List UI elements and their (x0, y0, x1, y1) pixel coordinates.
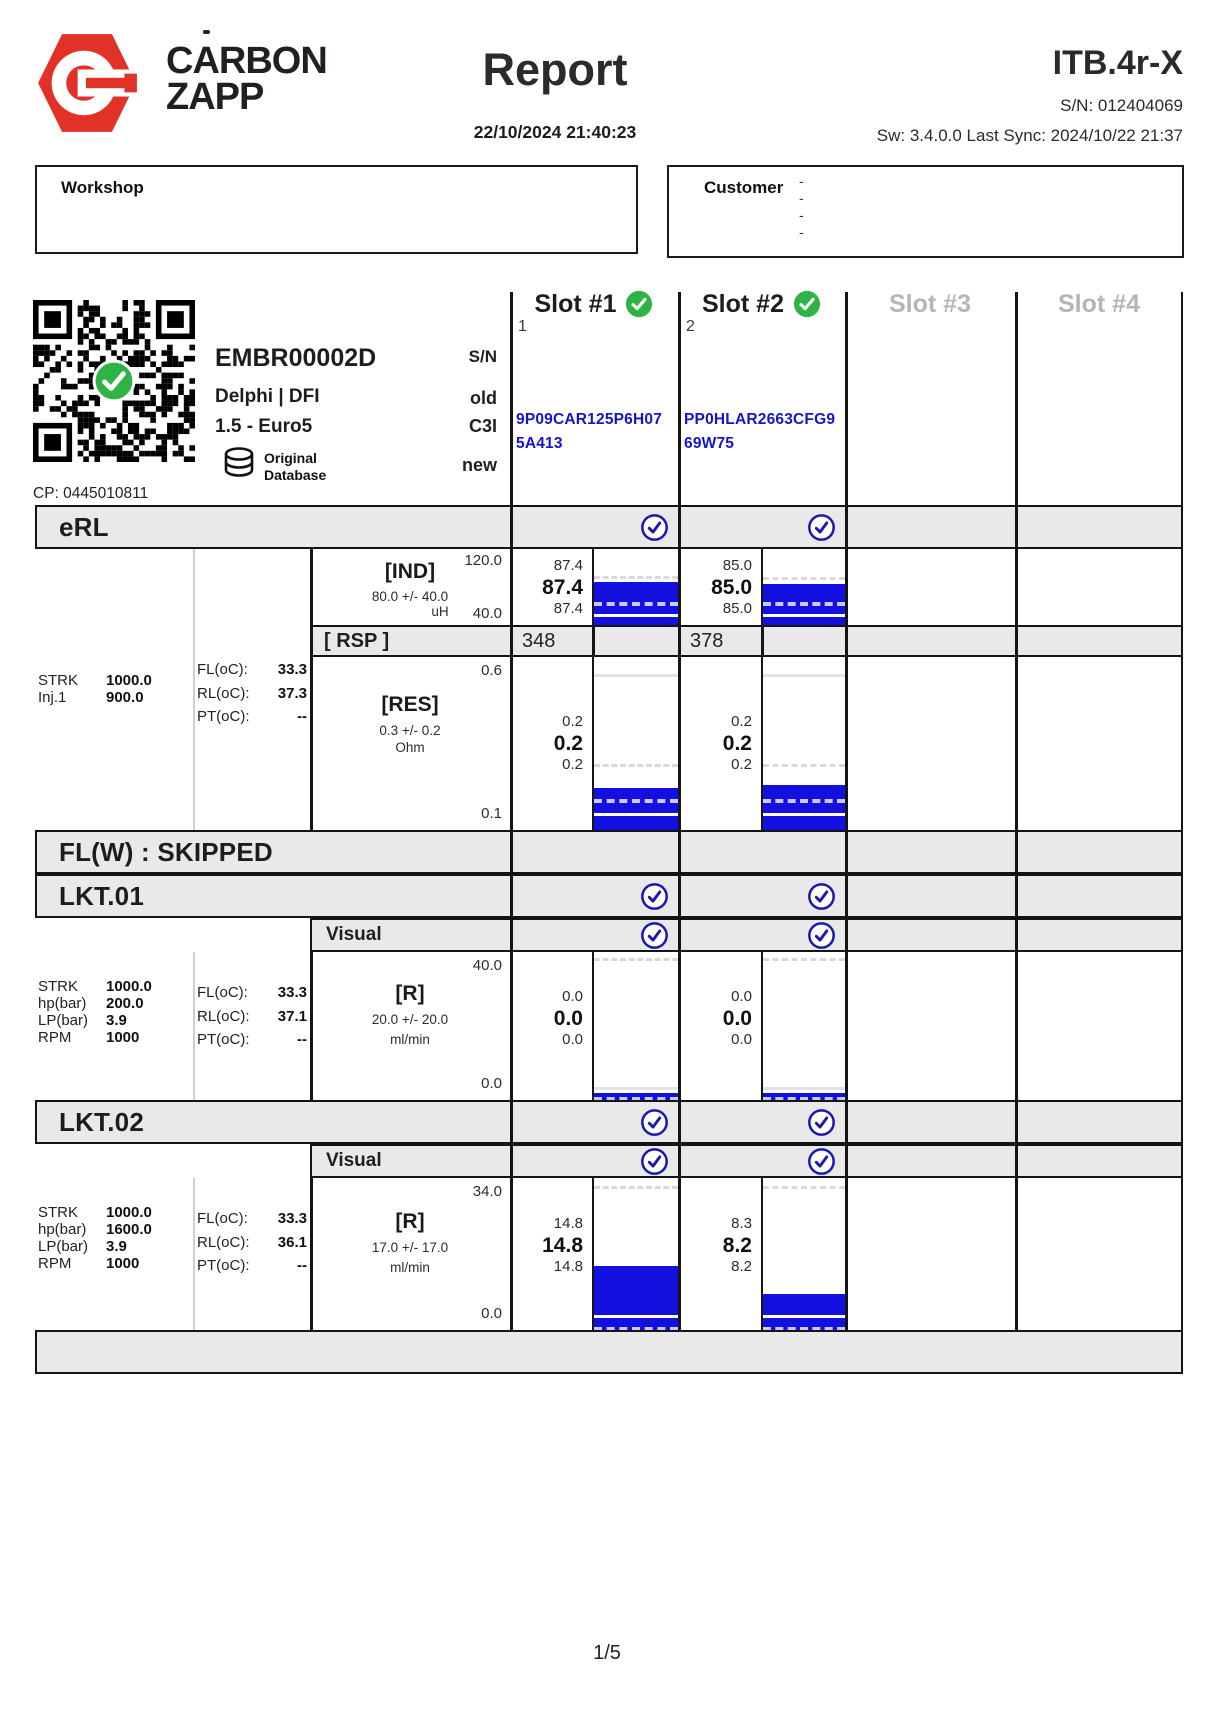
lkt01-temps (197, 981, 307, 1052)
r2-scale-top: 34.0 (472, 1183, 502, 1200)
param-label: PT(oC): (197, 708, 250, 725)
param-label: LP(bar) (38, 1012, 89, 1029)
table-footer-band (35, 1330, 1183, 1374)
param-value: 1000 (106, 1255, 140, 1272)
gray-dash-marker (763, 577, 845, 580)
rsp-value: 378 (690, 630, 724, 652)
param-value: 37.3 (277, 684, 307, 702)
gray-line-marker (763, 1087, 845, 1090)
value-avg: 0.0 (722, 1006, 752, 1030)
r2-unit: ml/min (390, 1260, 430, 1275)
res-scale-bottom: 0.1 (481, 805, 502, 822)
result-pass-check-icon (640, 921, 669, 950)
slot-label: Slot #2 (702, 289, 784, 318)
param-row (38, 1012, 152, 1029)
result-pass-check-icon (640, 1108, 669, 1137)
r1-unit: ml/min (390, 1032, 430, 1047)
machine-model: ITB.4r-X (1052, 44, 1183, 82)
measurement-values (678, 657, 759, 830)
test-cell-r1 (310, 952, 510, 1100)
brand-name-bottom: ZAPP (166, 76, 264, 118)
slot-header-3 (845, 286, 1015, 322)
slot-pass-check-icon (793, 290, 821, 318)
param-row (197, 1028, 307, 1052)
measurement-bar-chart (761, 549, 845, 625)
params-divider (193, 1178, 195, 1330)
value-avg: 0.2 (722, 732, 752, 755)
report-datetime: 22/10/2024 21:40:23 (473, 122, 637, 142)
result-bar (763, 1294, 845, 1330)
param-value: 36.1 (277, 1233, 307, 1251)
param-row (38, 995, 152, 1012)
result-pass-check-icon (807, 882, 836, 911)
carbonzapp-logo-icon (35, 30, 139, 136)
rsp-value: 348 (522, 630, 556, 652)
param-row (197, 682, 307, 706)
param-value: 3.9 (106, 1238, 127, 1255)
param-label: RL(oC): (197, 684, 250, 702)
rsp-label: [ RSP ] (324, 629, 390, 652)
section-title-erl: eRL (59, 511, 109, 542)
slot-injector-code: PP0HLAR2663CFG9 69W75 (684, 411, 836, 452)
param-row (38, 1255, 152, 1272)
param-label: hp(bar) (38, 1221, 87, 1238)
blue-dash-marker (594, 602, 678, 606)
gray-dash-marker (594, 1186, 678, 1189)
test-cell-res (310, 657, 510, 830)
lkt02-temps (197, 1207, 307, 1278)
param-row (38, 689, 152, 706)
res-tolerance: 0.3 +/- 0.2 (379, 723, 441, 738)
ind-scale-bottom: 40.0 (472, 605, 502, 622)
param-value: 1000.0 (106, 1204, 152, 1221)
measurement-bar-chart (592, 1178, 678, 1330)
measurement-bar-chart (592, 657, 678, 830)
injector-code: EMBR00002D (215, 344, 377, 372)
test-cell-ind (310, 549, 510, 625)
measurement-values (510, 944, 590, 1092)
white-line-marker (763, 813, 845, 816)
value-avg: 14.8 (542, 1233, 583, 1257)
param-row (197, 981, 307, 1005)
measurement-values (678, 1169, 759, 1321)
value-avg: 85.0 (711, 575, 752, 599)
result-bar (594, 788, 678, 830)
new-row-label: new (461, 455, 497, 475)
result-pass-check-icon (807, 513, 836, 542)
old-row-label: old (470, 388, 497, 408)
gray-dash-marker (763, 958, 845, 961)
param-label: STRK (38, 1204, 79, 1221)
slot-label: Slot #4 (1058, 289, 1140, 318)
lkt02-params (38, 1204, 152, 1272)
ind-scale-top: 120.0 (464, 552, 502, 569)
blue-dash-marker (594, 1097, 678, 1100)
slot-serial-number: 2 (686, 318, 695, 335)
value-min: 87.4 (553, 599, 583, 617)
section-title-lkt02: LKT.02 (59, 1106, 145, 1137)
param-value: -- (297, 1257, 307, 1274)
section-title-flw: FL(W) : SKIPPED (59, 836, 273, 867)
gray-dash-marker (594, 958, 678, 961)
test-cell-r2 (310, 1178, 510, 1330)
param-value: 33.3 (277, 661, 307, 678)
injector-engine: 1.5 - Euro5 (215, 416, 313, 437)
white-line-marker (594, 813, 678, 816)
value-min: 8.2 (731, 1257, 752, 1275)
customer-box (667, 165, 1184, 258)
customer-placeholder-dashes: - - - - (799, 173, 804, 240)
machine-sw-sync: Sw: 3.4.0.0 Last Sync: 2024/10/22 21:37 (876, 126, 1183, 145)
slot-serial-number: 1 (518, 318, 527, 335)
param-label: RL(oC): (197, 1007, 250, 1025)
value-min: 14.8 (553, 1257, 583, 1275)
param-row (38, 978, 152, 995)
erl-params (38, 672, 152, 706)
brand-name-top: CARBON (166, 40, 327, 82)
slot-pass-check-icon (625, 290, 653, 318)
param-value: 900.0 (106, 689, 144, 706)
ind-unit: uH (431, 604, 449, 619)
r1-scale-top: 40.0 (472, 957, 502, 974)
result-pass-check-icon (807, 1147, 836, 1176)
section-title-lkt01: LKT.01 (59, 880, 145, 911)
workshop-label: Workshop (61, 178, 144, 197)
white-line-marker (763, 1315, 845, 1318)
value-max: 0.2 (562, 713, 583, 730)
slot-label: Slot #3 (889, 289, 971, 318)
param-label: STRK (38, 978, 79, 995)
param-row (38, 1029, 152, 1046)
param-value: 33.3 (277, 984, 307, 1001)
param-row (197, 1231, 307, 1255)
param-label: PT(oC): (197, 1031, 250, 1048)
param-value: 33.3 (277, 1210, 307, 1227)
slot-injector-code: 9P09CAR125P6H07 5A413 (516, 411, 663, 452)
param-row (38, 1204, 152, 1221)
injector-cp-number: CP: 0445010811 (33, 485, 149, 502)
erl-temps (197, 658, 307, 729)
white-line-marker (594, 1315, 678, 1318)
blue-dash-marker (763, 799, 845, 803)
params-divider (193, 952, 195, 1100)
param-value: 1000.0 (106, 978, 152, 995)
params-divider (193, 549, 195, 830)
workshop-box (35, 165, 638, 254)
value-max: 0.0 (731, 987, 752, 1005)
machine-serial: S/N: 012404069 (1060, 96, 1183, 115)
result-pass-check-icon (640, 882, 669, 911)
measurement-bar-chart (592, 549, 678, 625)
value-avg: 0.2 (553, 732, 583, 755)
param-value: 200.0 (106, 995, 144, 1012)
slot-header-2 (678, 286, 845, 322)
blue-dash-marker (763, 1327, 845, 1330)
blue-dash-marker (763, 1097, 845, 1100)
report-title: Report (482, 44, 628, 95)
database-label-line2: Database (264, 467, 327, 483)
cell-border (310, 1178, 313, 1330)
value-avg: 0.0 (553, 1006, 583, 1030)
gray-line-marker (763, 674, 845, 677)
param-label: FL(oC): (197, 1210, 248, 1227)
param-value: -- (297, 1031, 307, 1048)
value-max: 0.2 (731, 713, 752, 730)
gray-line-marker (594, 674, 678, 677)
sn-column-label: S/N (468, 347, 497, 366)
measurement-bar-chart (761, 657, 845, 830)
param-label: LP(bar) (38, 1238, 89, 1255)
section-banner-erl (35, 505, 1183, 549)
measurement-values (678, 944, 759, 1092)
param-label: hp(bar) (38, 995, 87, 1012)
param-row (197, 1005, 307, 1029)
param-label: FL(oC): (197, 661, 248, 678)
result-pass-check-icon (640, 513, 669, 542)
lkt01-params (38, 978, 152, 1046)
value-max: 8.3 (731, 1214, 752, 1232)
param-value: 37.1 (277, 1007, 307, 1025)
qr-pass-check-icon (91, 358, 137, 404)
visual-label-lkt02: Visual (326, 1150, 382, 1171)
gray-dash-marker (594, 576, 678, 579)
gray-dash-marker (594, 764, 678, 767)
param-value: 3.9 (106, 1012, 127, 1029)
r1-tolerance: 20.0 +/- 20.0 (371, 1012, 449, 1027)
injector-make: Delphi | DFI (215, 386, 320, 407)
table-column-separator (1181, 292, 1184, 1330)
param-value: 1000 (106, 1029, 140, 1046)
value-min: 0.2 (562, 756, 583, 773)
database-icon (222, 447, 256, 483)
slot-header-1 (510, 286, 678, 322)
result-bar (763, 785, 845, 830)
param-label: STRK (38, 672, 79, 689)
value-max: 85.0 (722, 556, 752, 574)
gray-dash-marker (763, 764, 845, 767)
param-label: FL(oC): (197, 984, 248, 1001)
param-row (197, 1254, 307, 1278)
measurement-bar-chart (592, 952, 678, 1100)
section-banner-flw (35, 830, 1183, 874)
r2-label: [R] (395, 1210, 425, 1233)
param-row (38, 1238, 152, 1255)
res-scale-top: 0.6 (481, 662, 502, 679)
measurement-bar-chart (761, 1178, 845, 1330)
value-max: 87.4 (553, 556, 583, 574)
param-label: RPM (38, 1029, 72, 1046)
section-banner-lkt01 (35, 874, 1183, 918)
measurement-values (510, 549, 590, 625)
param-value: 1600.0 (106, 1221, 152, 1238)
param-value: 1000.0 (106, 672, 152, 689)
measurement-values (510, 1169, 590, 1321)
table-column-separator (845, 292, 848, 1330)
white-line-marker (763, 614, 845, 617)
measurement-values (678, 549, 759, 625)
blue-dash-marker (594, 799, 678, 803)
result-pass-check-icon (807, 921, 836, 950)
injector-type-old: C3I (468, 416, 497, 436)
result-bar (594, 1266, 678, 1330)
blue-dash-marker (763, 602, 845, 606)
value-avg: 87.4 (542, 575, 583, 599)
measurement-values (510, 657, 590, 830)
param-row (197, 658, 307, 682)
r1-label: [R] (395, 982, 425, 1005)
value-min: 85.0 (722, 599, 752, 617)
slot-header-4 (1015, 286, 1183, 322)
param-row (38, 1221, 152, 1238)
cell-border (310, 549, 313, 830)
param-label: Inj.1 (38, 689, 67, 706)
result-pass-check-icon (640, 1147, 669, 1176)
visual-label-lkt01: Visual (326, 924, 382, 945)
param-label: RPM (38, 1255, 72, 1272)
param-label: RL(oC): (197, 1233, 250, 1251)
ind-tolerance: 80.0 +/- 40.0 (371, 589, 449, 604)
param-row (197, 1207, 307, 1231)
ind-label: [IND] (384, 560, 436, 583)
blue-dash-marker (594, 1327, 678, 1330)
gray-line-marker (594, 1087, 678, 1090)
param-row (38, 672, 152, 689)
value-max: 14.8 (553, 1214, 583, 1232)
measurement-bar-chart (761, 952, 845, 1100)
value-min: 0.2 (731, 756, 752, 773)
param-row (197, 705, 307, 729)
value-max: 0.0 (562, 987, 583, 1005)
r1-scale-bottom: 0.0 (481, 1075, 502, 1092)
value-min: 0.0 (562, 1030, 583, 1048)
res-label: [RES] (381, 693, 439, 716)
brand-trademark-dot (203, 30, 210, 34)
section-banner-lkt02 (35, 1100, 1183, 1144)
slot-label: Slot #1 (534, 289, 617, 318)
value-min: 0.0 (731, 1030, 752, 1048)
database-label-line1: Original (264, 450, 317, 466)
param-label: PT(oC): (197, 1257, 250, 1274)
res-unit: Ohm (395, 740, 425, 755)
table-column-separator (1015, 292, 1018, 1330)
param-value: -- (297, 708, 307, 725)
page-number: 1/5 (593, 1642, 621, 1664)
rsp-row-band (310, 625, 1183, 657)
cell-border (310, 952, 313, 1100)
r2-scale-bottom: 0.0 (481, 1305, 502, 1322)
result-pass-check-icon (807, 1108, 836, 1137)
white-line-marker (594, 614, 678, 617)
r2-tolerance: 17.0 +/- 17.0 (371, 1240, 449, 1255)
customer-label: Customer (704, 178, 784, 197)
gray-dash-marker (763, 1186, 845, 1189)
value-avg: 8.2 (722, 1233, 752, 1257)
